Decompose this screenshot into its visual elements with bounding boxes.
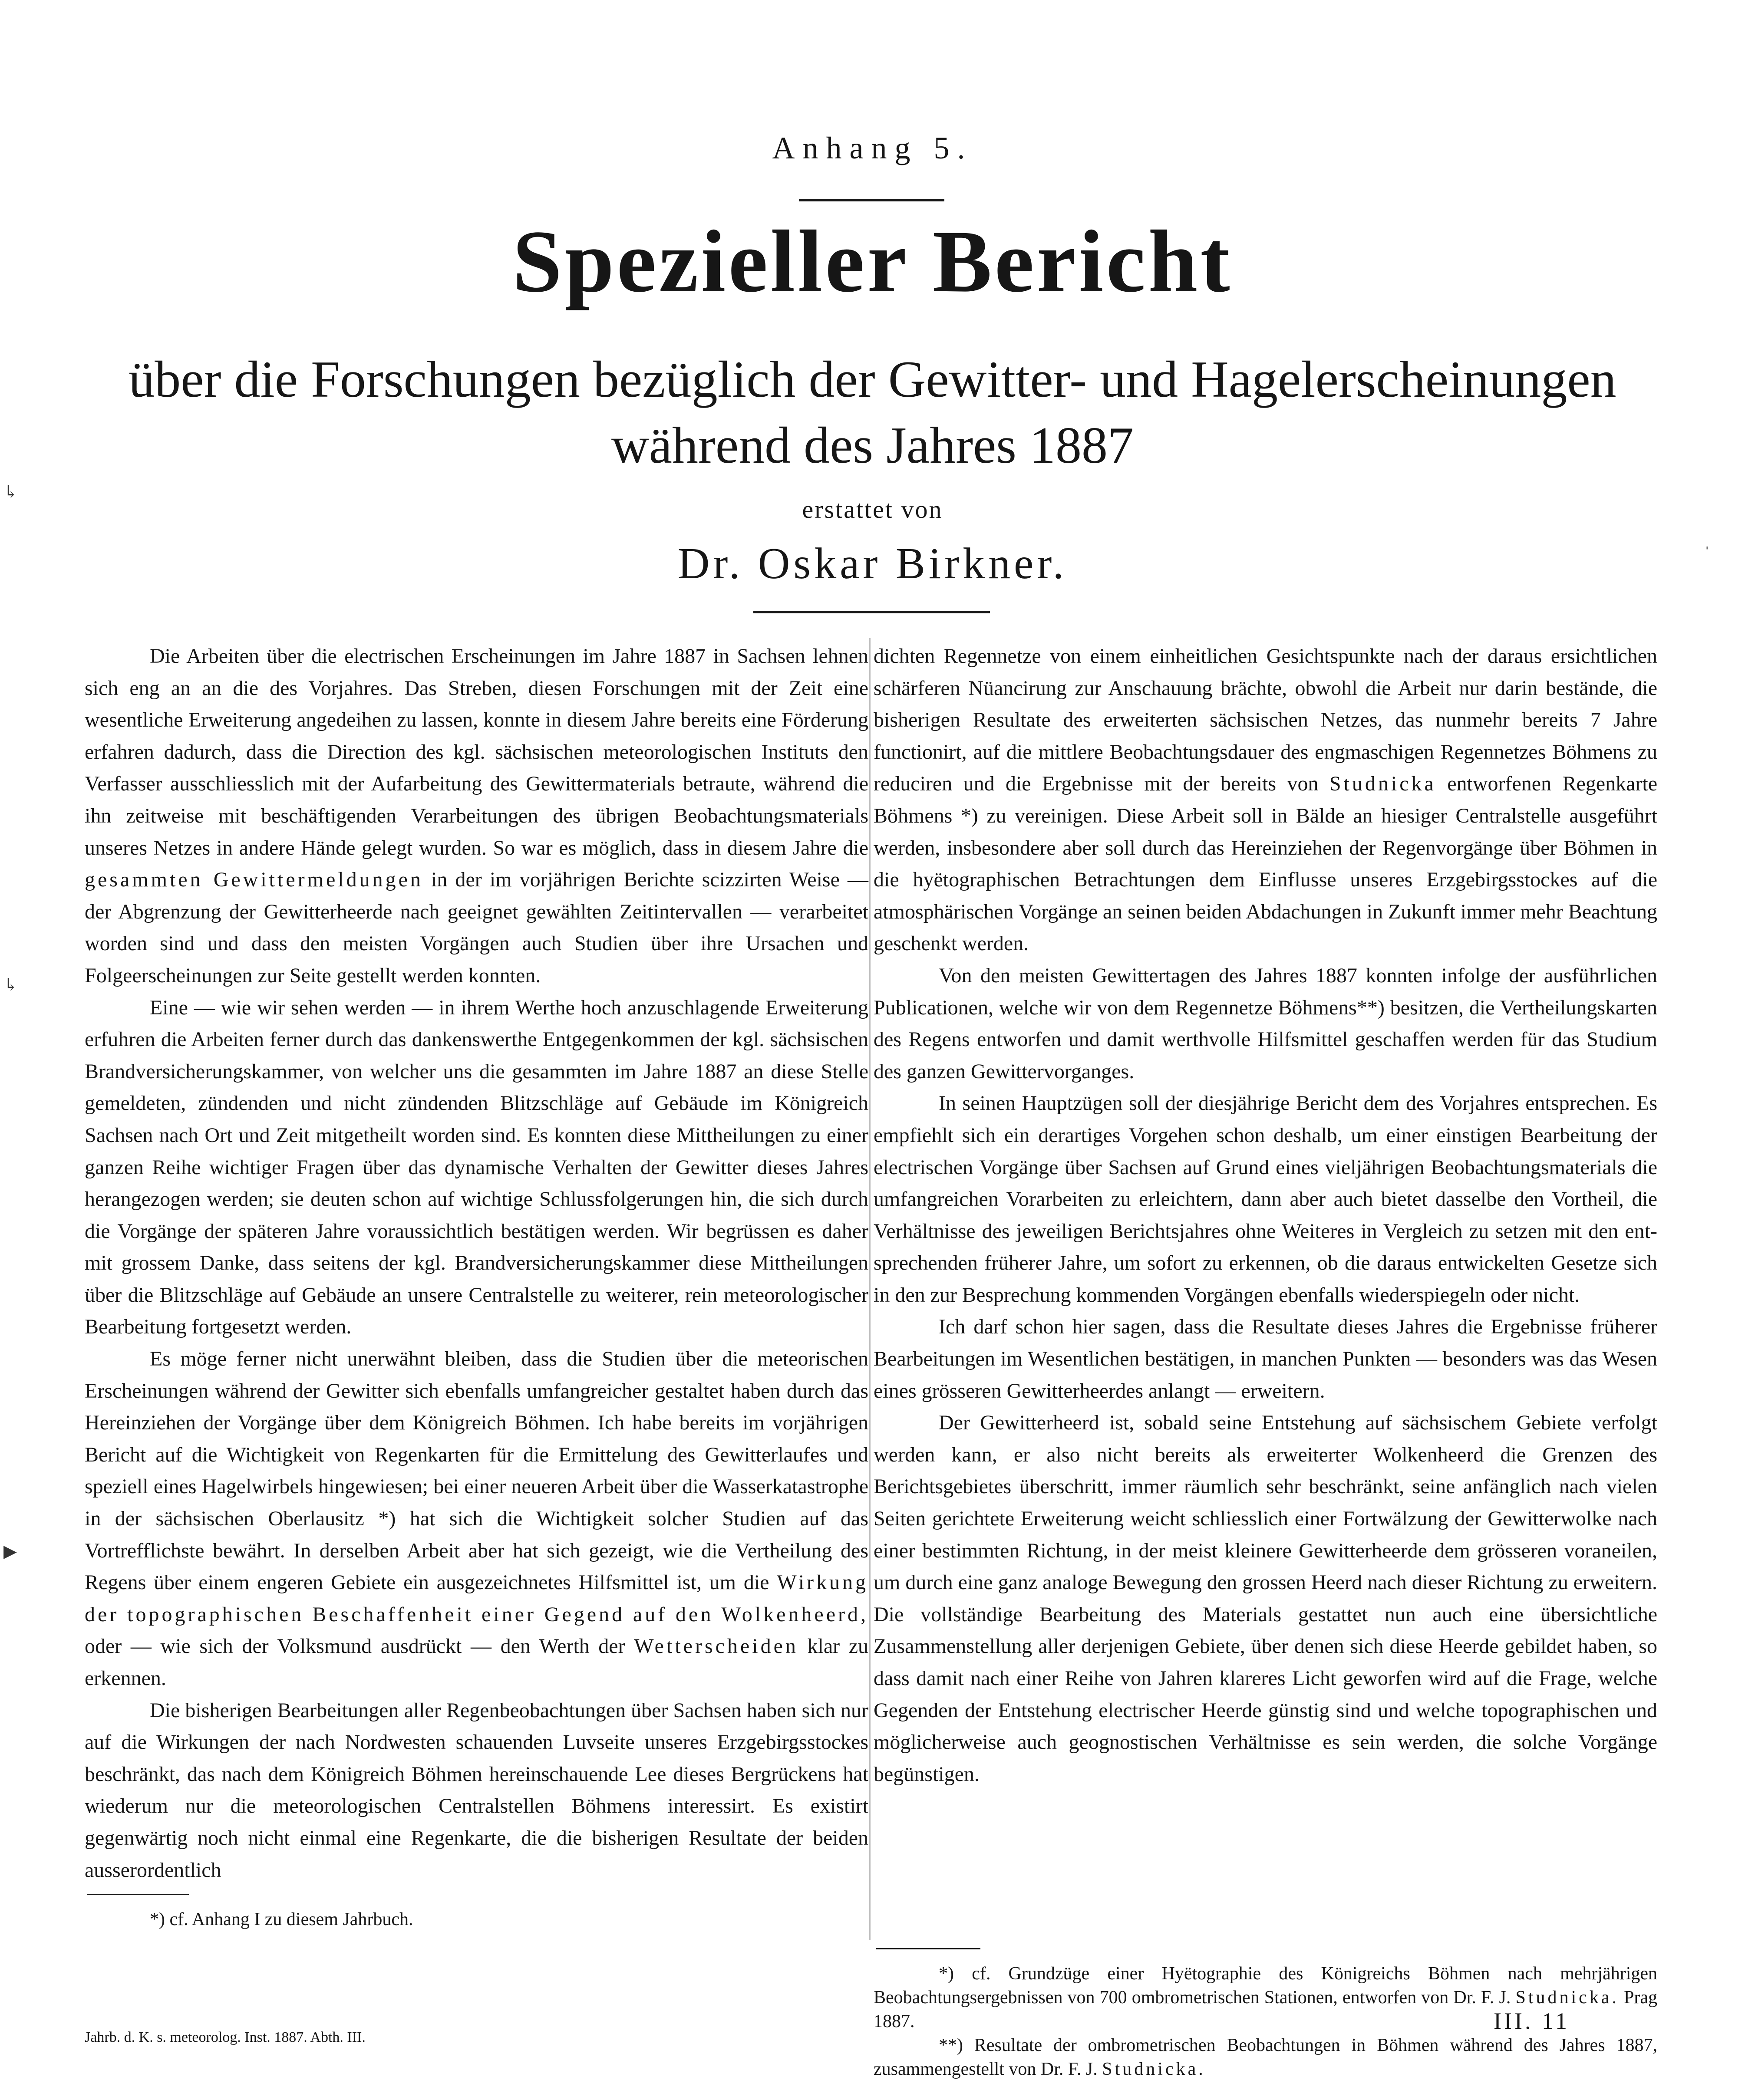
footnote: **) Resultate der ombrometrischen Beobachtungen in Böhmen während des Jahres 1887, zusammengestellt von Dr. F. J. Studnicka.: [874, 2035, 1657, 2079]
paragraph: Der Gewitterheerd ist, sobald seine Entstehung auf sächsischem Gebiete verfolgt werden kann, er also nicht bereits als erweiterter Wolkenheerd die Grenzen des Berichtsgebietes überschritt, immer räumlich sehr beschränkt, seine anfänglich nach vielen Seiten gerichtete Erweiterung weicht schliesslich einer Fortwälzung der Gewitterwolke nach einer bestimmten Richtung, in der meist kleinere Gewitterheerde dem grösseren voraneilen, um durch eine ganz analoge Bewegung den grossen Heerd nach dieser Richtung zu erweitern. Die vollständige Bearbeitung des Materials gestattet nun auch eine übersichtliche Zusammenstellung aller derjenigen Gebiete, über denen sich diese Heerde gebildet haben, so dass damit nach einer Reihe von Jahren klareres Licht geworfen wird auf die Frage, welche Gegenden der Entstehung electrischer Heerde günstig sind und welche topographischen und möglicherweise auch geognostischen Verhältnisse es sein werden, die solche Vorgänge begünstigen.: [874, 1411, 1657, 1786]
margin-mark: ↳: [3, 482, 18, 502]
subtitle-line-1: über die Forschungen bezüglich der Gewitter- und Hagelerscheinungen: [129, 350, 1616, 408]
footnote-rule: [876, 1948, 980, 1949]
paragraph: Die Arbeiten über die electrischen Erscheinungen im Jahre 1887 in Sachsen lehnen sich eng an an die des Vorjahres. Das Streben, diesen Forschungen mit der Zeit eine wesentliche Erweiterung angedeihen zu lassen, konnte in diesem Jahre bereits eine Förderung erfahren dadurch, dass die Direction des kgl. sächsischen meteorologischen Instituts den Verfasser ausschliesslich mit der Aufarbeitung des Gewittermaterials betraute, während die ihn zeitweise mit beschäftigenden Verarbeitungen des übrigen Beobachtungsmaterials unseres Netzes in andere Hände gelegt wurden. So war es möglich, dass in diesem Jahre die gesammten Gewittermeldungen in der im vorjährigen Berichte scizzirten Weise — der Abgrenzung der Gewitterheerde nach geeignet gewählten Zeitintervallen — verarbeitet worden sind und dass den meisten Vorgängen auch Studien über ihre Ursachen und Folgeerscheinungen zur Seite gestellt werden konnten.: [85, 645, 869, 987]
page-number: III. 11: [1494, 2008, 1570, 2034]
paragraph: Die bisherigen Bearbeitungen aller Regenbeobachtungen über Sachsen haben sich nur auf die Wirkungen der nach Nordwesten schauenden Luvseite unseres Erzgebirgsstockes beschränkt, das nach dem Königreich Böhmen hereinschauende Lee dieses Bergrückens hat wiederum nur die meteorologischen Centralstellen Böhmens interessirt. Es existirt gegenwärtig noch nicht einmal eine Regenkarte, die die bisherigen Resultate der beiden ausserordentlich: [85, 1698, 868, 1882]
byline-prefix: erstattet von: [802, 495, 943, 523]
title-rule: [799, 199, 944, 201]
paragraph: Es möge ferner nicht unerwähnt bleiben, dass die Studien über die meteorischen Erscheinungen während der Gewitter sich ebenfalls umfangreicher gestaltet haben durch das Hereinziehen der Vorgänge über dem Königreich Böhmen. Ich habe bereits im vorjährigen Bericht auf die Wichtigkeit von Regenkarten für die Ermittelung des Gewitterlaufes und speziell eines Hagelwirbels hingewiesen; bei einer neueren Arbeit über die Wasserkatastrophe in der sächsischen Oberlausitz *) hat sich die Wichtigkeit solcher Studien auf das Vortrefflichste bewährt. In derselben Arbeit aber hat sich gezeigt, wie die Vertheilung des Regens über einem engeren Gebiete ein ausgezeichnetes Hilfsmittel ist, um die Wirkung der topographischen Beschaffenheit einer Gegend auf den Wolkenheerd, oder — wie sich der Volksmund ausdrückt — den Werth der Wetterscheiden klar zu erkennen.: [85, 1347, 869, 1690]
column-divider: [869, 638, 871, 1940]
margin-mark: ˈ: [1704, 543, 1710, 563]
subtitle-line-2: während des Jahres 1887: [611, 416, 1134, 474]
page-title: Spezieller Bericht: [512, 212, 1233, 311]
margin-mark: ↳: [3, 975, 18, 994]
paragraph: Eine — wie wir sehen werden — in ihrem Werthe hoch anzuschlagende Erweiterung erfuhren die Arbeiten ferner durch das dankenswerthe Entgegenkommen der kgl. sächsischen Brandversicherungskammer, von welcher uns die gesammten im Jahre 1887 an diese Stelle gemeldeten, zündenden und nicht zündenden Blitzschläge auf Gebäude im Königreich Sachsen nach Ort und Zeit mitgetheilt worden sind. Es konnten diese Mittheilungen zu einer ganzen Reihe wichtiger Fragen über das dynamische Verhalten der Gewitter dieses Jahres herangezogen werden; sie deuten schon auf wichtige Schlussfolgerungen hin, die sich durch die Vorgänge der späteren Jahre voraussichtlich bestätigen werden. Wir begrüssen es daher mit grossem Danke, dass seitens der kgl. Brandversicherungskammer diese Mittheilungen über die Blitzschläge auf Gebäude an unsere Centralstelle zu weiterer, rein meteorologischer Bearbeitung fortgesetzt werden.: [85, 996, 868, 1339]
appendix-label: Anhang 5.: [772, 131, 973, 165]
author-rule: [753, 611, 990, 613]
right-column: [874, 640, 1657, 1790]
journal-footer: Jahrb. d. K. s. meteorolog. Inst. 1887. Abth. III.: [85, 2029, 366, 2045]
left-column: [85, 640, 868, 1886]
footnote: *) cf. Grundzüge einer Hyëtographie des Königreichs Böhmen nach mehrjährigen Beobachtungsergebnissen von 700 ombrometrischen Stationen, entworfen von Dr. F. J. Studnicka. Prag 1887.: [874, 1964, 1658, 2031]
margin-mark: ▶: [3, 1541, 17, 1561]
paragraph: Ich darf schon hier sagen, dass die Resultate dieses Jahres die Ergebnisse früherer Bearbeitungen im Wesentlichen bestätigen, in manchen Punkten — besonders was das Wesen eines grösseren Gewitterheerdes anlangt — erweitern.: [874, 1315, 1657, 1402]
author-name: Dr. Oskar Birkner.: [677, 539, 1068, 588]
footnote-rule: [87, 1894, 189, 1895]
paragraph: Von den meisten Gewittertagen des Jahres 1887 konnten infolge der ausführlichen Publicationen, welche wir von dem Regennetze Böhmens**) besitzen, die Vertheilungskarten des Regens entworfen und damit werthvolle Hilfsmittel geschaffen werden für das Studium des ganzen Gewittervorganges.: [874, 964, 1657, 1083]
footnote: *) cf. Anhang I zu diesem Jahrbuch.: [150, 1909, 413, 1929]
paragraph: dichten Regennetze von einem einheitlichen Gesichtspunkte nach der daraus ersichtlichen schärferen Nüancirung zur Anschauung brächte, obwohl die Arbeit nur darin bestände, die bisherigen Resultate des erweiterten sächsischen Netzes, das nunmehr bereits 7 Jahre functionirt, auf die mittlere Beobachtungsdauer des engmaschigen Regennetzes Böhmens zu reduciren und die Ergebnisse mit der bereits von Studnicka entworfenen Regenkarte Böhmens *) zu vereinigen. Diese Arbeit soll in Bälde an hiesiger Centralstelle ausgeführt werden, insbesondere aber soll durch das Hereinziehen der Regenvorgänge über Böhmen in die hyëtographischen Betrachtungen dem Einflusse unseres Erzgebirgsstockes auf die atmosphärischen Vorgänge an seinen beiden Abdachungen in Zukunft immer mehr Beachtung geschenkt werden.: [874, 645, 1658, 955]
paragraph: In seinen Hauptzügen soll der diesjährige Bericht dem des Vorjahres entsprechen. Es empfiehlt sich ein derartiges Vorgehen schon deshalb, um einer einstigen Bearbeitung der electrischen Vorgänge über Sachsen auf Grund eines vieljährigen Beobachtungsmaterials die umfangreichen Vorarbeiten zu erleichtern, dann aber auch bietet dasselbe den Vortheil, die Verhältnisse des jeweiligen Berichtsjahres ohne Weiteres in Vergleich zu setzen mit den entsprechenden früherer Jahre, um sofort zu erkennen, ob die daraus entwickelten Gesetze sich in den zur Besprechung kommenden Vorgängen ebenfalls wiederspiegeln oder nicht.: [874, 1092, 1657, 1307]
